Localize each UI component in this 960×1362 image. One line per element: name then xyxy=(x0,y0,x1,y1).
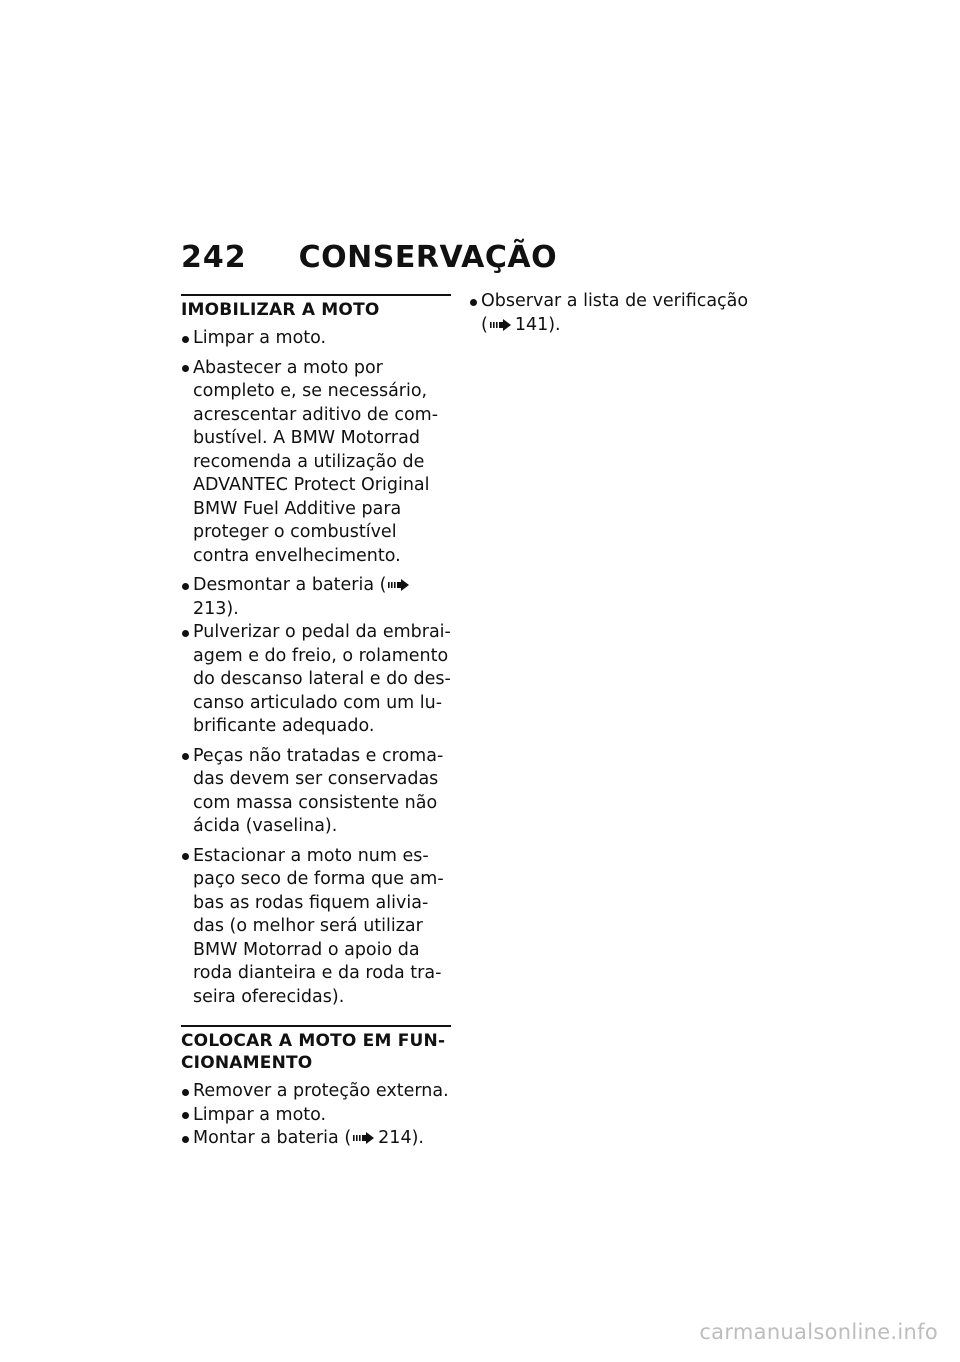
immobilize-list xyxy=(181,327,451,1009)
list-item: Peças não tratadas e cromadas devem ser conservadas com massa consistente não ácida (vaselina). xyxy=(181,745,451,839)
list-item: Limpar a moto. xyxy=(181,1104,451,1128)
arrow-reference-icon[interactable] xyxy=(490,319,512,331)
list-item: Pulverizar o pedal da embraiagem e do freio, o rolamento do descanso lateral e do descanso articulado com um lubrificante adequado. xyxy=(181,621,451,739)
arrow-reference-icon[interactable] xyxy=(353,1132,375,1144)
list-item: Montar a bateria ( 214). xyxy=(181,1127,451,1151)
list-item: Abastecer a moto por completo e, se necessário, acrescentar aditivo de combustível. A BMW Motorrad recomenda a utilização de ADVANTEC Protect Original BMW Fuel Additive para proteger o combustível contra envelhecimento. xyxy=(181,357,451,569)
list-item: Observar a lista de verificação ( 141). xyxy=(469,290,759,337)
startup-list-continued xyxy=(469,290,759,337)
chapter-title: CONSERVAÇÃO xyxy=(298,240,558,275)
list-item: Remover a proteção externa. xyxy=(181,1080,451,1104)
list-item: Estacionar a moto num espaço seco de forma que ambas as rodas fiquem aliviadas (o melhor será utilizar BMW Motorrad o apoio da roda dianteira e da roda traseira oferecidas). xyxy=(181,845,451,1010)
section-title-startup: COLOCAR A MOTO EM FUNCIONAMENTO xyxy=(181,1025,451,1074)
left-column xyxy=(181,294,451,1151)
list-item: Limpar a moto. xyxy=(181,327,451,351)
startup-list xyxy=(181,1080,451,1151)
page-number: 242 xyxy=(181,240,247,275)
watermark: carmanualsonline.info xyxy=(699,1320,938,1344)
right-column xyxy=(469,290,759,343)
list-item: Desmontar a bateria (213). xyxy=(181,574,451,621)
page-header xyxy=(181,240,557,280)
page-reference-link[interactable]: 141). xyxy=(514,314,561,335)
section-title-immobilize: IMOBILIZAR A MOTO xyxy=(181,294,451,321)
page-reference-link[interactable]: 214). xyxy=(378,1128,424,1148)
arrow-reference-icon[interactable] xyxy=(388,579,410,591)
page-reference-link[interactable]: 213). xyxy=(193,598,239,619)
